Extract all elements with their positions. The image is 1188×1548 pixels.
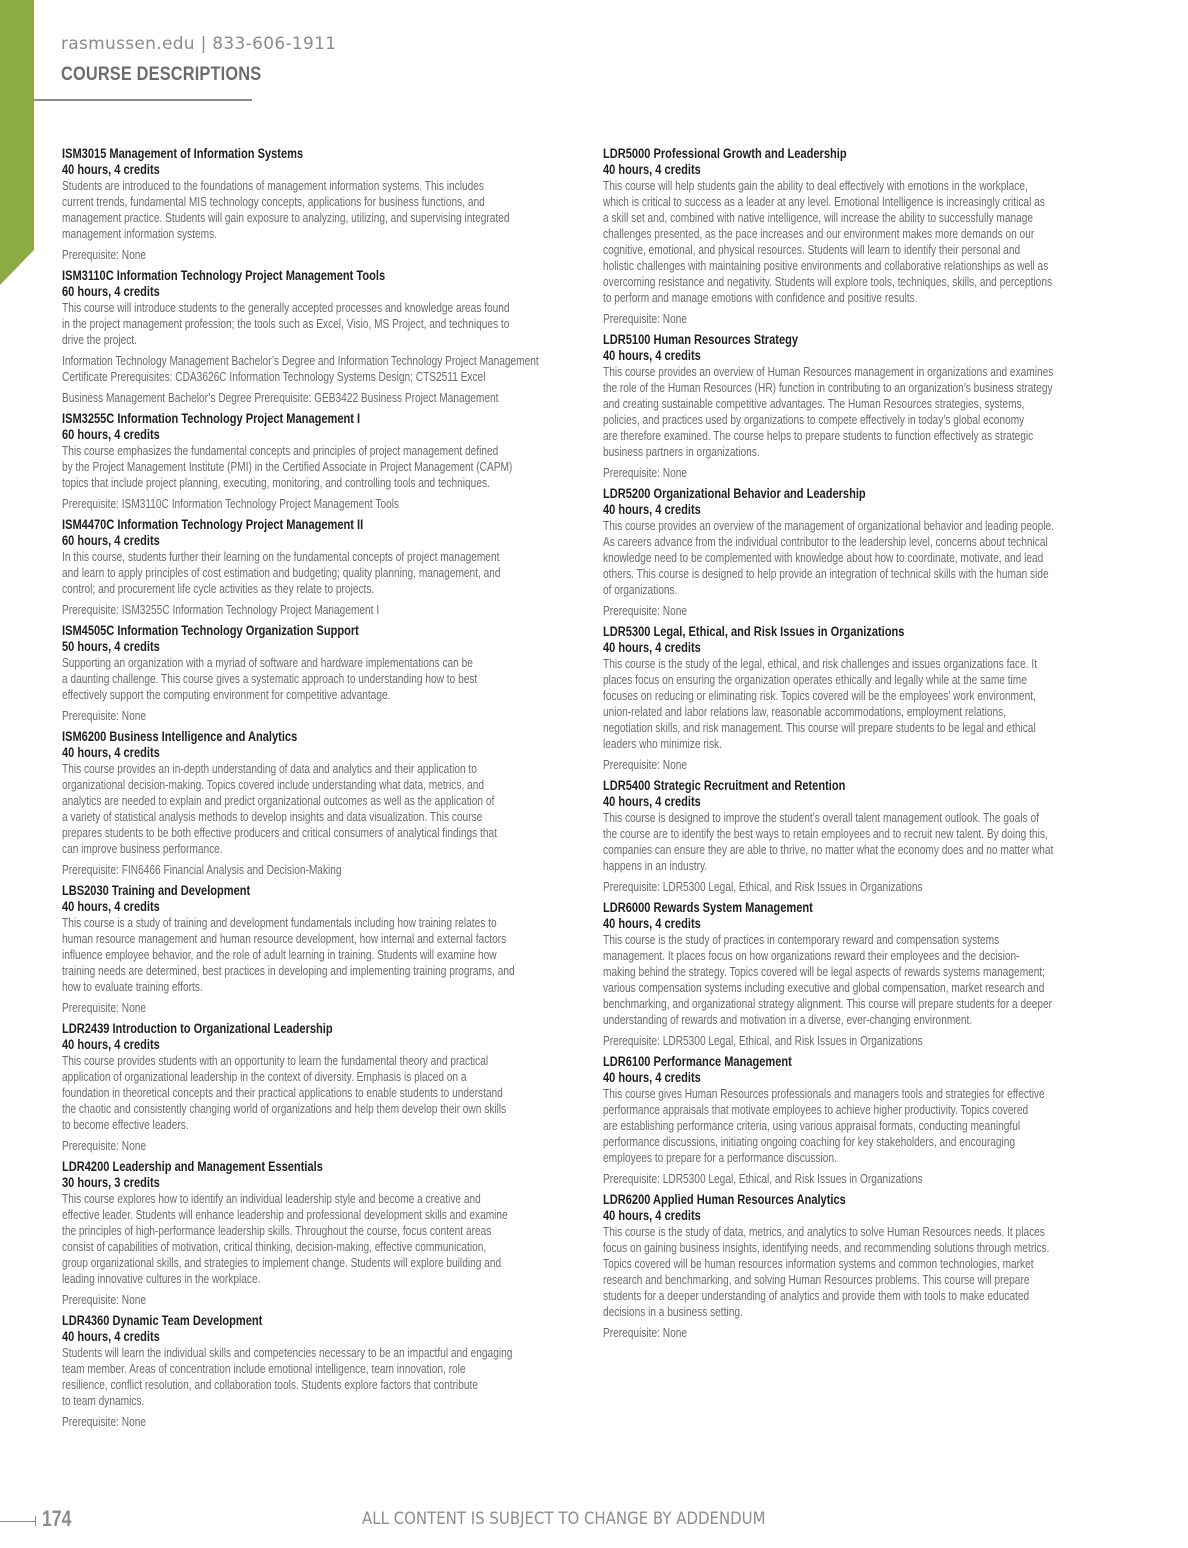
course-description: This course will help students gain the ability to deal effectively with emotions in the workplace, which is critical to success as a leader at any level. Emotional Intelligence is increasingly critical as a skill set and, combined with native intelligence, will increase the ability to successfully manage challenges presented, as the pace increases and our environment makes more demands on our cognitive, emotional, and physical resources. Students will learn to identify their personal and holistic challenges with maintaining positive environments and collaborative relationships as well as overcoming resistance and negativity. Students will explore tools, techniques, skills, and perceptions to perform and manage emotions with confidence and positive results.: [603, 178, 1053, 305]
course-title: ISM3110C Information Technology Project Management Tools: [62, 268, 386, 283]
course-prerequisite: Prerequisite: None: [62, 1292, 146, 1307]
course-hours: 40 hours, 4 credits: [603, 502, 701, 517]
course-title: LDR6200 Applied Human Resources Analytics: [603, 1192, 846, 1207]
course-hours: 40 hours, 4 credits: [603, 1070, 701, 1085]
course-entry: [62, 1159, 594, 1308]
course-description: This course is the study of practices in contemporary reward and compensation systems management. It places focus on how organizations reward their employees and the decision- making behind the strategy. Topics covered will be legal aspects of rewards systems management; various compensation systems including executive and global compensation, market research and benchmarking, and organizational strategy alignment. This course will prepare students for a deeper understanding of rewards and motivation in a diverse, ever-changing environment.: [603, 932, 1053, 1027]
course-title: ISM4470C Information Technology Project Management II: [62, 517, 364, 532]
course-title: ISM6200 Business Intelligence and Analytics: [62, 729, 298, 744]
course-title: LDR5400 Strategic Recruitment and Retention: [603, 778, 846, 793]
left-column: [62, 146, 594, 1435]
course-title: LBS2030 Training and Development: [62, 883, 251, 898]
course-hours: 40 hours, 4 credits: [603, 162, 701, 177]
course-entry: [62, 1021, 594, 1154]
course-prerequisite: Prerequisite: None: [62, 708, 146, 723]
course-entry: [62, 268, 594, 406]
course-title: LDR5000 Professional Growth and Leadership: [603, 146, 847, 161]
course-title: LDR5100 Human Resources Strategy: [603, 332, 799, 347]
right-column: [603, 146, 1135, 1346]
course-entry: [62, 883, 594, 1016]
course-hours: 40 hours, 4 credits: [603, 1208, 701, 1223]
course-entry: [62, 729, 594, 878]
course-hours: 30 hours, 3 credits: [62, 1175, 160, 1190]
accent-band: [0, 0, 34, 285]
course-description: In this course, students further their learning on the fundamental concepts of project management and learn to apply principles of cost estimation and budgeting; quality planning, management, and control; and procurement life cycle activities as they relate to projects.: [62, 549, 501, 596]
course-title: ISM4505C Information Technology Organization Support: [62, 623, 359, 638]
page-number: 174: [42, 1506, 72, 1531]
course-entry: [603, 146, 1135, 327]
course-entry: [603, 900, 1135, 1049]
course-prerequisite: Prerequisite: None: [603, 603, 687, 618]
course-entry: [603, 624, 1135, 773]
site-contact: rasmussen.edu | 833-606-1911: [61, 34, 337, 54]
course-title: LDR4360 Dynamic Team Development: [62, 1313, 263, 1328]
course-description: This course gives Human Resources professionals and managers tools and strategies for effective performance appraisals that motivate employees to achieve higher productivity. Topics covered are establishing performance criteria, using various appraisal formats, conducting meaningful performance discussions, initiating ongoing coaching for key stakeholders, and encouraging employees to prepare for a performance discussion.: [603, 1086, 1045, 1165]
course-hours: 40 hours, 4 credits: [603, 794, 701, 809]
header-divider: [33, 99, 252, 101]
course-hours: 60 hours, 4 credits: [62, 284, 160, 299]
course-prerequisite: Prerequisite: FIN6466 Financial Analysis and Decision-Making: [62, 862, 342, 877]
course-hours: 40 hours, 4 credits: [603, 916, 701, 931]
course-title: LDR6100 Performance Management: [603, 1054, 792, 1069]
course-prerequisite: Prerequisite: None: [603, 757, 687, 772]
course-entry: [62, 623, 594, 724]
course-entry: [62, 146, 594, 263]
course-description: Students will learn the individual skills and competencies necessary to be an impactful and engaging team member. Areas of concentration include emotional intelligence, team innovation, role resilience, conflict resolution, and collaboration tools. Students explore factors that contribute to team dynamics.: [62, 1345, 513, 1408]
footer-rule-tick: [35, 1516, 36, 1526]
course-entry: [603, 486, 1135, 619]
course-entry: [603, 1192, 1135, 1341]
section-title: COURSE DESCRIPTIONS: [61, 64, 262, 85]
course-hours: 40 hours, 4 credits: [62, 745, 160, 760]
course-prerequisite: Prerequisite: LDR5300 Legal, Ethical, and Risk Issues in Organizations: [603, 879, 923, 894]
course-description: This course is a study of training and development fundamentals including how training relates to human resource management and human resource development, how internal and external factors influence employee behavior, and the role of adult learning in training. Students will examine how training needs are determined, best practices in developing and implementing training programs, and how to evaluate training efforts.: [62, 915, 515, 994]
course-title: ISM3015 Management of Information Systems: [62, 146, 304, 161]
course-entry: [603, 778, 1135, 895]
course-title: LDR2439 Introduction to Organizational Leadership: [62, 1021, 333, 1036]
course-prerequisite: Prerequisite: None: [603, 465, 687, 480]
course-prerequisite: Prerequisite: None: [62, 247, 146, 262]
course-description: Supporting an organization with a myriad of software and hardware implementations can be a daunting challenge. This course gives a systematic approach to understanding how to best effectively support the computing environment for competitive advantage.: [62, 655, 478, 702]
course-hours: 40 hours, 4 credits: [62, 1329, 160, 1344]
footer-rule: [0, 1521, 36, 1522]
course-hours: 40 hours, 4 credits: [603, 640, 701, 655]
course-description: This course provides an in-depth understanding of data and analytics and their application to organizational decision-making. Topics covered include understanding what data, metrics, and analytics are needed to explain and predict organizational outcomes as well as the application of a variety of statistical analysis methods to develop insights and data visualization. This course prepares students to be both effective producers and critical consumers of analytical findings that can improve business performance.: [62, 761, 497, 856]
course-prerequisite: Prerequisite: None: [62, 1138, 146, 1153]
course-title: ISM3255C Information Technology Project Management I: [62, 411, 361, 426]
course-description: This course emphasizes the fundamental concepts and principles of project management defined by the Project Management Institute (PMI) in the Certified Associate in Project Management (CAPM) topics that include project planning, executing, monitoring, and controlling tools and techniques.: [62, 443, 513, 490]
course-title: LDR5300 Legal, Ethical, and Risk Issues in Organizations: [603, 624, 905, 639]
course-prerequisite: Prerequisite: None: [62, 1414, 146, 1429]
course-hours: 60 hours, 4 credits: [62, 427, 160, 442]
course-hours: 50 hours, 4 credits: [62, 639, 160, 654]
footer-note: ALL CONTENT IS SUBJECT TO CHANGE BY ADDENDUM: [362, 1509, 766, 1529]
course-prerequisite: Prerequisite: None: [603, 1325, 687, 1340]
course-entry: [603, 1054, 1135, 1187]
course-prerequisite: Prerequisite: None: [62, 1000, 146, 1015]
course-description: This course is the study of data, metrics, and analytics to solve Human Resources needs. It places focus on gaining business insights, identifying needs, and recommending solutions through metrics. Topics covered will be human resources information systems and common technologies, market research and benchmarking, and solving Human Resources problems. This course will prepare students for a deeper understanding of analytics and provide them with tools to make educated decisions in a business setting.: [603, 1224, 1050, 1319]
course-hours: 60 hours, 4 credits: [62, 533, 160, 548]
course-title: LDR4200 Leadership and Management Essentials: [62, 1159, 323, 1174]
course-description: Students are introduced to the foundations of management information systems. This includes current trends, fundamental MIS technology concepts, applications for business functions, and management practice. Students will gain exposure to analyzing, utilizing, and supervising integrated management information systems.: [62, 178, 510, 241]
course-prerequisite: Prerequisite: None: [603, 311, 687, 326]
course-entry: [603, 332, 1135, 481]
course-description: This course provides an overview of the management of organizational behavior and leading people. As careers advance from the individual contributor to the leadership level, concerns about technical knowledge need to be complemented with knowledge about how to coordinate, motivate, and lead others. This course is designed to help provide an integration of technical skills with the human side of organizations.: [603, 518, 1054, 597]
course-entry: [62, 517, 594, 618]
course-description: This course will introduce students to the generally accepted processes and knowledge areas found in the project management profession; the tools such as Excel, Visio, MS Project, and techniques to drive the project.: [62, 300, 510, 347]
course-hours: 40 hours, 4 credits: [603, 348, 701, 363]
course-prerequisite: Prerequisite: LDR5300 Legal, Ethical, and Risk Issues in Organizations: [603, 1171, 923, 1186]
course-prerequisite: Prerequisite: LDR5300 Legal, Ethical, and Risk Issues in Organizations: [603, 1033, 923, 1048]
course-description: This course is the study of the legal, ethical, and risk challenges and issues organizations face. It places focus on ensuring the organization operates ethically and legally while at the same time focuses on reducing or eliminating risk. Topics covered will be the employees’ work environment, union-related and labor relations law, reasonable accommodations, employment relations, negotiation skills, and risk management. This course will prepare students to be legal and ethical leaders who minimize risk.: [603, 656, 1038, 751]
course-entry: [62, 411, 594, 512]
course-prerequisite: Business Management Bachelor’s Degree Prerequisite: GEB3422 Business Project Management: [62, 390, 499, 405]
course-title: LDR5200 Organizational Behavior and Leadership: [603, 486, 866, 501]
course-hours: 40 hours, 4 credits: [62, 162, 160, 177]
course-title: LDR6000 Rewards System Management: [603, 900, 813, 915]
course-description: This course provides students with an opportunity to learn the fundamental theory and practical application of organizational leadership in the context of diversity. Emphasis is placed on a foundation in theoretical concepts and their practical applications to enable students to understand the chaotic and consistently changing world of organizations and help them develop their own skills to become effective leaders.: [62, 1053, 507, 1132]
course-entry: [62, 1313, 594, 1430]
course-description: This course provides an overview of Human Resources management in organizations and examines the role of the Human Resources (HR) function in contributing to an organization’s business strategy and creating sustainable competitive advantages. The Human Resources strategies, systems, policies, and practices used by organizations to compete effectively in today’s global economy are therefore examined. The course helps to prepare students to function effectively as strategic business partners in organizations.: [603, 364, 1054, 459]
course-description: This course is designed to improve the student’s overall talent management outlook. The goals of the course are to identify the best ways to retain employees and to recruit new talent. By doing this, companies can ensure they are able to thrive, no matter what the economy does and no matter what happens in an industry.: [603, 810, 1054, 873]
course-description: This course explores how to identify an individual leadership style and become a creative and effective leader. Students will enhance leadership and professional development skills and examine the principles of high-performance leadership skills. Throughout the course, focus content areas consist of capabilities of motivation, critical thinking, decision-making, effective communication, group organizational skills, and strategies to implement change. Students will explore building and leading innovative cultures in the workplace.: [62, 1191, 508, 1286]
course-prerequisite: Prerequisite: ISM3255C Information Technology Project Management I: [62, 602, 380, 617]
course-extra-prerequisite: Information Technology Management Bachelor’s Degree and Information Technology Project Management Certificate Prerequisites: CDA3626C Information Technology Systems Design; CTS2511 Excel: [62, 353, 539, 384]
course-prerequisite: Prerequisite: ISM3110C Information Technology Project Management Tools: [62, 496, 400, 511]
course-hours: 40 hours, 4 credits: [62, 899, 160, 914]
course-hours: 40 hours, 4 credits: [62, 1037, 160, 1052]
